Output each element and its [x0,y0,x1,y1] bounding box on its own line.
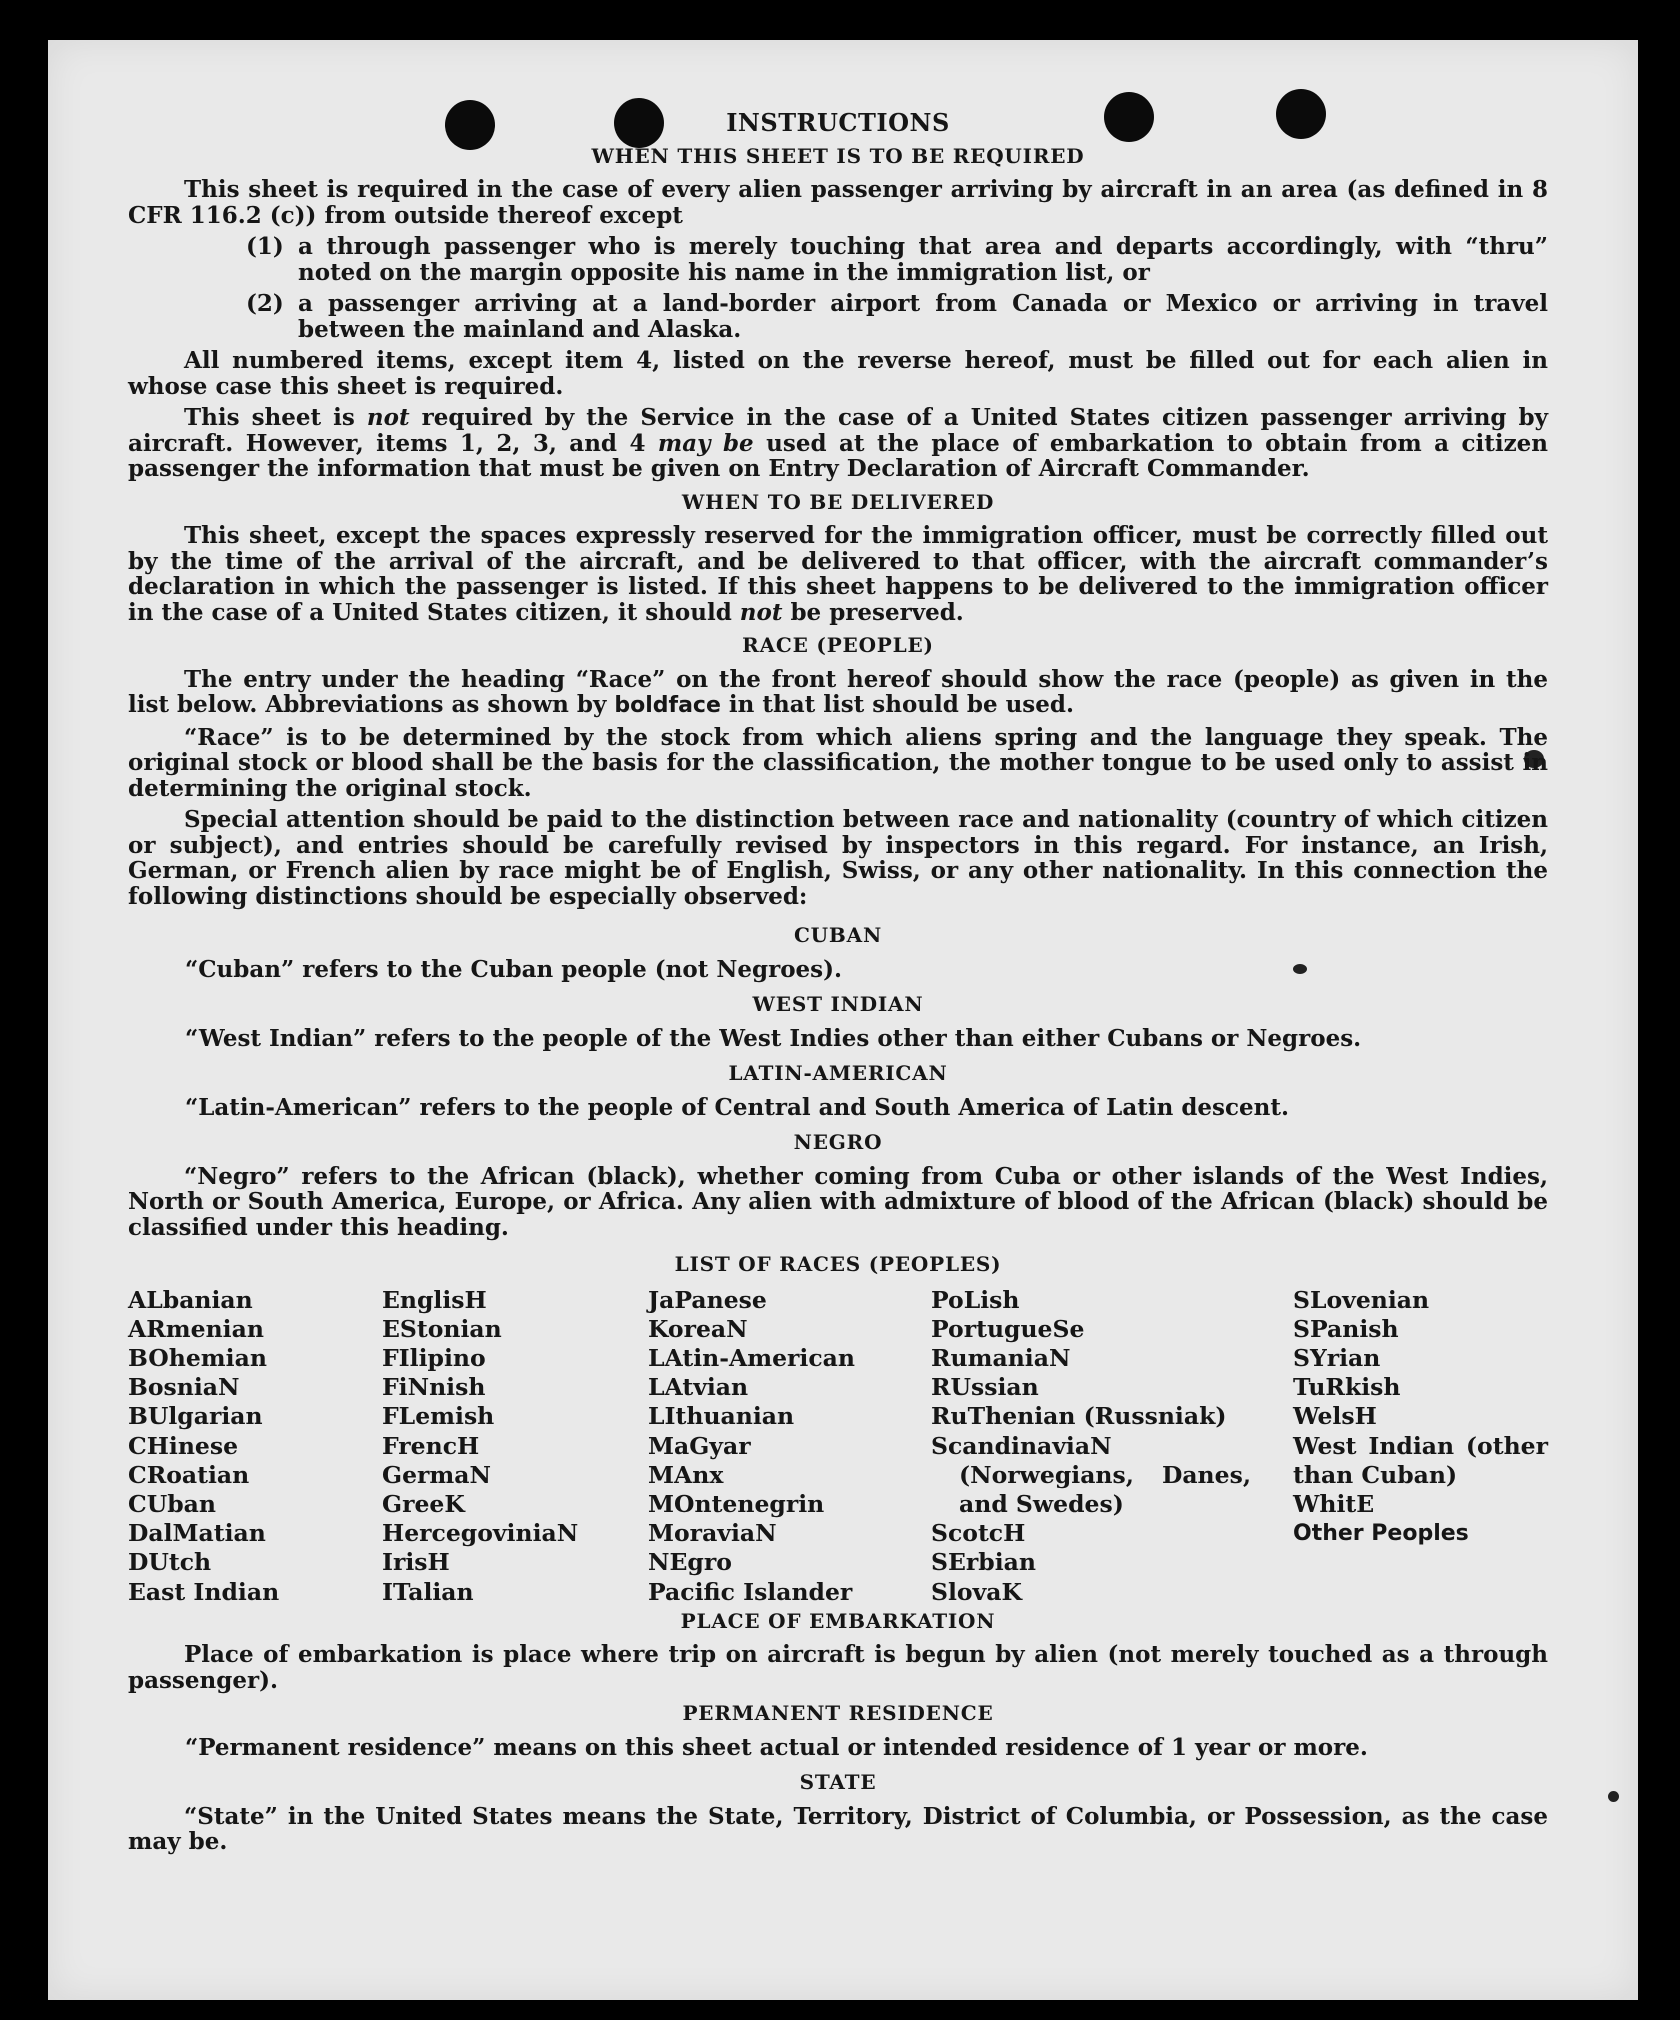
definition-latin-american: “Latin-American” refers to the people of Central and South America of Latin descent. [185,1093,1289,1121]
race-entry: CRoatian [128,1460,250,1489]
item-number: (1) [246,233,284,260]
text-run: be preserved. [782,598,964,626]
race-entry: ScandinaviaN (Norwegians, Danes, and Swedes) [931,1431,1251,1518]
race-entry: KoreaN [648,1314,748,1343]
race-entry: DalMatian [128,1519,266,1548]
paragraph: Place of embarkation is place where trip on aircraft is begun by alien (not merely touched as a through passenger). [128,1641,1548,1694]
text-run: in that list should be used. [720,691,1074,718]
race-entry: FLemish [382,1402,495,1431]
item-text: a passenger arriving at a land-border airport from Canada or Mexico or arriving in travel between the mainland and Alaska. [298,290,1548,343]
document-page [48,40,1638,2000]
heading-embarkation: PLACE OF EMBARKATION [680,1608,996,1633]
race-entry: ScotcH [931,1519,1026,1548]
paragraph: Special attention should be paid to the distinction between race and nationality (country of which citizen or subject), and entries should be carefully revised by inspectors in this regard. For instance, an Irish, German, or French alien by race might be of English, Swiss, or any other nationality. In this connection the following distinctions should be especially observed: [128,806,1548,910]
race-entry: HercegoviniaN [382,1519,579,1548]
races-column [1293,1286,1548,1607]
race-entry: WelsH [1293,1402,1377,1431]
text-run: required by the Service in the case of a United States citizen passenger arriving by aircraft. However, items 1, 2, 3, and 4 [128,404,1548,457]
race-entry: RUssian [931,1373,1039,1402]
emphasis: not [366,404,410,431]
race-entry: RuThenian (Russniak) [931,1402,1227,1431]
race-entry: Other Peoples [1293,1521,1469,1547]
race-entry: ITalian [382,1577,474,1606]
race-entry: LIthuanian [648,1402,795,1431]
race-entry: BUlgarian [128,1402,263,1431]
emphasis: may be [657,429,754,457]
heading-latin-american: LATIN-AMERICAN [728,1061,948,1085]
race-entry: TuRkish [1293,1373,1401,1402]
page-title: INSTRUCTIONS [726,108,950,137]
race-entry: WhitE [1293,1489,1375,1518]
text-run: This sheet is [184,404,367,431]
heading-west-indian: WEST INDIAN [752,992,924,1016]
item-number: (2) [246,290,284,317]
paragraph: This sheet is required in the case of every alien passenger arriving by aircraft in an area (as defined in 8 CFR 116.2 (c)) from outside thereof except [128,176,1548,229]
race-entry: MoraviaN [648,1519,777,1548]
race-entry: FiNnish [382,1373,486,1402]
heading-cuban: CUBAN [793,923,883,947]
definition-west-indian: “West Indian” refers to the people of the West Indies other than either Cubans or Negroes. [185,1024,1362,1052]
race-entry: ALbanian [128,1285,253,1314]
text-run: The entry under the heading “Race” on the front hereof should show the race (people) as given in the list below. Abbreviations as shown by [128,665,1548,718]
text-run: This sheet, except the spaces expressly reserved for the immigration officer, must be correctly filled out by the time of the arrival of the aircraft, and be delivered to that officer, with the aircraft commander’s declaration in which the passenger is listed. If this sheet happens to be delivered to the immigration officer in the case of a United States citizen, it should [128,522,1548,626]
heading-when-delivered: WHEN TO BE DELIVERED [681,489,995,514]
race-entry: GreeK [382,1489,465,1518]
boldface-word: boldface [614,693,721,718]
heading-state: STATE [799,1770,877,1795]
race-entry: CUban [128,1489,216,1518]
text-run: used at the place of embarkation to obtain from a citizen passenger the information that must be given on Entry Declaration of Aircraft Commander. [128,429,1549,482]
race-entry: NEgro [648,1548,732,1577]
race-entry: FrencH [382,1431,480,1460]
heading-race: RACE (PEOPLE) [742,633,934,657]
race-entry: LAtin-American [648,1343,855,1372]
list-item [128,291,1548,342]
race-entry: PoLish [931,1285,1020,1314]
paragraph [128,405,1548,482]
race-entry: RumaniaN [931,1343,1071,1372]
race-entry: SPanish [1293,1314,1399,1343]
race-entry: CHinese [128,1431,239,1460]
race-entry: FIlipino [382,1343,486,1372]
heading-list-of-races: LIST OF RACES (PEOPLES) [674,1252,1002,1276]
paragraph: “Race” is to be determined by the stock from which aliens spring and the language they speak. The original stock or blood shall be the basis for the classification, the mother tongue to be used only to assist in determining the original stock. [128,723,1548,802]
heading-negro: NEGRO [793,1130,883,1154]
heading-when-required: WHEN THIS SHEET IS TO BE REQUIRED [591,143,1085,168]
race-entry: PortugueSe [931,1314,1085,1343]
paragraph [128,667,1548,719]
speck [1608,1791,1619,1802]
races-column [128,1286,382,1607]
race-entry: SErbian [931,1548,1036,1577]
paragraph [128,523,1548,625]
paragraph: “State” in the United States means the State, Territory, District of Columbia, or Possession, as the case may be. [128,1802,1548,1856]
races-column [382,1286,648,1607]
race-entry: JaPanese [648,1285,767,1314]
definition-negro: “Negro” refers to the African (black), whether coming from Cuba or other islands of the West Indies, North or South America, Europe, or Africa. Any alien with admixture of blood of the African (black) should be classified under this heading. [128,1162,1548,1241]
races-column [931,1286,1293,1607]
race-entry: Pacific Islander [648,1577,853,1606]
heading-permanent-residence: PERMANENT RESIDENCE [682,1701,994,1726]
definition-cuban: “Cuban” refers to the Cuban people (not Negroes). [185,955,843,983]
paragraph: All numbered items, except item 4, listed on the reverse hereof, must be filled out for each alien in whose case this sheet is required. [128,347,1548,400]
list-item [128,234,1548,285]
race-entry: MaGyar [648,1431,751,1460]
race-entry: MAnx [648,1460,724,1489]
race-entry: LAtvian [648,1373,749,1402]
instructions-body [128,110,1548,1861]
races-column [648,1286,931,1607]
races-list [128,1286,1548,1607]
race-entry: East Indian [128,1577,280,1606]
race-entry: BOhemian [128,1343,267,1372]
race-entry: DUtch [128,1548,212,1577]
race-entry: BosniaN [128,1373,240,1402]
definition-residence: “Permanent residence” means on this sheet actual or intended residence of 1 year or more. [185,1733,1368,1761]
race-entry: EnglisH [382,1285,487,1314]
item-text: a through passenger who is merely touching that area and departs accordingly, with “thru” noted on the margin opposite his name in the immigration list, or [298,233,1548,286]
race-entry: SLovenian [1293,1285,1430,1314]
race-entry: SlovaK [931,1577,1022,1606]
emphasis: not [739,598,783,626]
race-entry: GermaN [382,1460,491,1489]
race-entry: IrisH [382,1548,450,1577]
race-entry: ARmenian [128,1314,264,1343]
race-entry: EStonian [382,1314,502,1343]
race-entry: SYrian [1293,1343,1381,1372]
race-entry: MOntenegrin [648,1489,825,1518]
race-entry: West Indian (other than Cuban) [1293,1431,1548,1489]
